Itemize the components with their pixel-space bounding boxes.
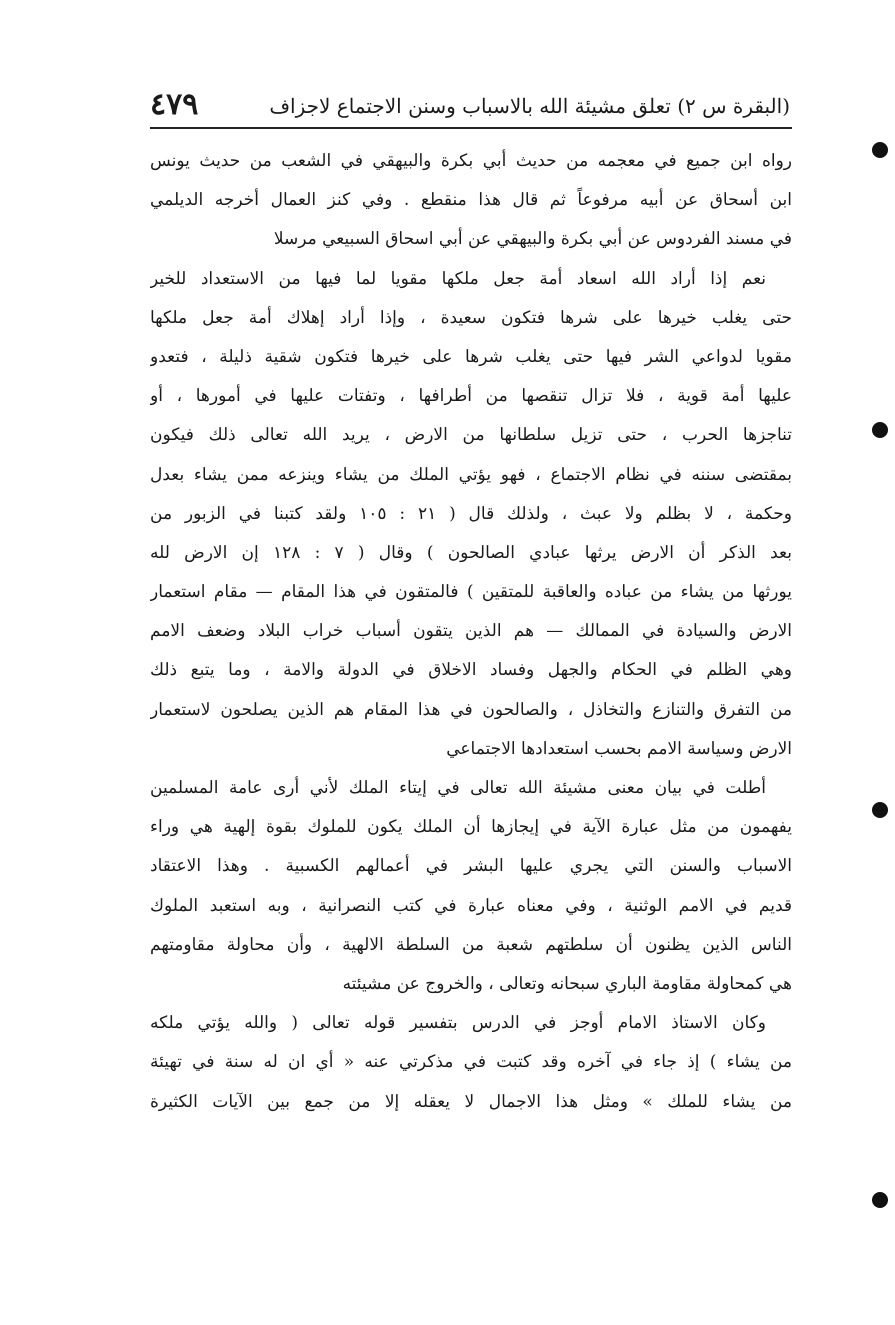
text-line: الناس الذين يظنون أن سلطتهم شعبة من السلطة الالهية ، وأن محاولة مقاومتهم <box>150 934 792 955</box>
text-line: قديم في الامم الوثنية ، وفي معناه عبارة في كتب النصرانية ، وبه استعبد الملوك <box>150 895 792 916</box>
text-line: من التفرق والتنازع والتخاذل ، والصالحون في هذا المقام هم الذين يصلحون لاستعمار <box>150 699 792 720</box>
text-line: أطلت في بيان معنى مشيئة الله تعالى في إيتاء الملك لأني أرى عامة المسلمين <box>150 778 766 798</box>
running-title: (البقرة س ٢) تعلق مشيئة الله بالاسباب وسنن الاجتماع لاجزاف <box>269 94 790 118</box>
text-line: تناجزها الحرب ، حتى تزيل سلطانها من الارض ، يريد الله تعالى ذلك فيكون <box>150 425 792 446</box>
binder-hole-icon <box>872 142 888 158</box>
binder-hole-icon <box>872 1192 888 1208</box>
binder-hole-icon <box>872 802 888 818</box>
text-line: وهي الظلم في الحكام والجهل وفساد الاخلاق في الدولة والامة ، وما يتبع ذلك <box>150 660 792 681</box>
text-line: مقويا لدواعي الشر فيها حتى يغلب شرها على خيرها فتكون شقية ذليلة ، فتعدو <box>150 346 792 367</box>
page-header <box>150 80 790 124</box>
text-line: بعد الذكر أن الارض يرثها عبادي الصالحون ) وقال ( ٧ : ١٢٨ إن الارض لله <box>150 542 792 563</box>
text-line: نعم إذا أراد الله اسعاد أمة جعل ملكها مقويا لما فيها من الاستعداد للخير <box>150 268 766 289</box>
page-number: ٤٧٩ <box>150 87 199 122</box>
text-line: هي كمحاولة مقاومة الباري سبحانه وتعالى ، والخروج عن مشيئته <box>342 973 792 994</box>
header-rule <box>150 127 792 129</box>
text-line: يورثها من يشاء من عباده والعاقبة للمتقين ) فالمتقون في هذا المقام — مقام استعمار <box>150 582 792 603</box>
text-line: الاسباب والسنن التي يجري عليها البشر في أعمالهم الكسبية . وهذا الاعتقاد <box>150 856 792 877</box>
text-line: وحكمة ، لا بظلم ولا عبث ، ولذلك قال ( ٢١ : ١٠٥ ولقد كتبنا في الزبور من <box>150 503 792 524</box>
text-line: الارض والسيادة في الممالك — هم الذين يتقون أسباب خراب البلاد وضعف الامم <box>150 621 792 642</box>
text-line: وكان الاستاذ الامام أوجز في الدرس بتفسير قوله تعالى ( والله يؤتي ملكه <box>150 1013 766 1034</box>
body-text <box>150 142 792 1122</box>
text-line: من يشاء ) إذ جاء في آخره وقد كتبت في مذكرتي عنه « أي ان له سنة في تهيئة <box>150 1052 792 1073</box>
text-line: ابن أسحاق عن أبيه مرفوعاً ثم قال هذا منقطع . وفي كنز العمال أخرجه الديلمي <box>150 190 792 211</box>
text-line: في مسند الفردوس عن أبي بكرة والبيهقي عن أبي اسحاق السبيعي مرسلا <box>273 229 792 250</box>
text-line: رواه ابن جميع في معجمه من حديث أبي بكرة والبيهقي في الشعب من حديث يونس <box>150 151 792 171</box>
text-line: يفهمون من مثل عبارة الآية في إيجازها أن الملك يكون للملوك بقوة إلهية هي وراء <box>150 817 792 838</box>
text-line: حتى يغلب خيرها على شرها فتكون سعيدة ، وإذا أراد إهلاك أمة جعل ملكها <box>150 307 792 328</box>
text-line: عليها أمة قوية ، فلا تزال تنقصها من أطرافها ، وتفتات عليها في أمورها ، أو <box>150 386 792 407</box>
binder-hole-icon <box>872 422 888 438</box>
text-line: من يشاء للملك » ومثل هذا الاجمال لا يعقله إلا من جمع بين الآيات الكثيرة <box>150 1091 792 1112</box>
text-line: الارض وسياسة الامم بحسب استعدادها الاجتماعي <box>446 738 792 759</box>
text-line: بمقتضى سننه في نظام الاجتماع ، فهو يؤتي الملك من يشاء وينزعه ممن يشاء بعدل <box>150 464 792 485</box>
